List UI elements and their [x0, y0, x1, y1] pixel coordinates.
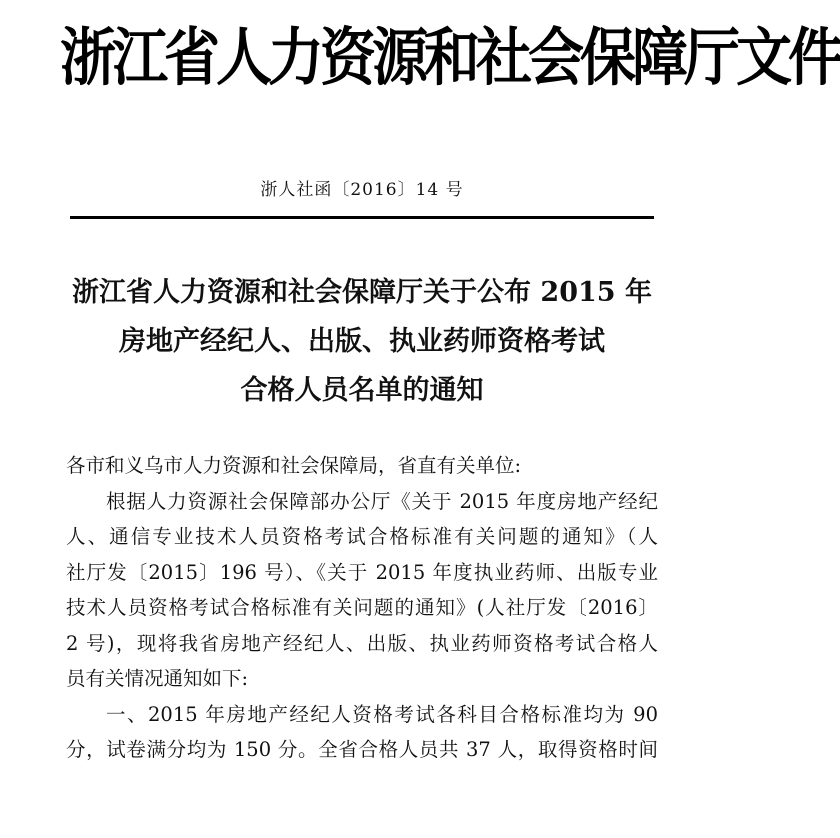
document-masthead: 浙江省人力资源和社会保障厅文件 [60, 21, 840, 95]
document-body [66, 448, 658, 768]
body-line: 社厅发〔2015〕196 号）、《关于 2015 年度执业药师、出版专业 [66, 560, 658, 584]
body-line: 一、2015 年房地产经纪人资格考试各科目合格标准均为 90 [106, 702, 658, 726]
body-line: 技术人员资格考试合格标准有关问题的通知》(人社厅发〔2016〕 [66, 596, 658, 619]
title-line: 房地产经纪人、出版、执业药师资格考试 [119, 326, 605, 357]
body-line: 员有关情况通知如下: [66, 667, 249, 690]
salutation: 各市和义乌市人力资源和社会保障局，省直有关单位: [66, 454, 522, 477]
body-line: 根据人力资源社会保障部办公厅《关于 2015 年度房地产经纪 [106, 489, 658, 513]
document-title [40, 268, 684, 415]
body-line: 人、通信专业技术人员资格考试合格标准有关问题的通知》（人 [66, 525, 658, 548]
header-divider [70, 216, 654, 219]
title-line: 合格人员名单的通知 [240, 375, 484, 406]
body-line: 分，试卷满分均为 150 分。全省合格人员共 37 人，取得资格时间 [66, 738, 658, 761]
body-line: 2 号)，现将我省房地产经纪人、出版、执业药师资格考试合格人 [66, 631, 658, 655]
title-line: 浙江省人力资源和社会保障厅关于公布 2015 年 [72, 277, 652, 308]
document-number: 浙人社函〔2016〕14 号 [260, 180, 464, 200]
